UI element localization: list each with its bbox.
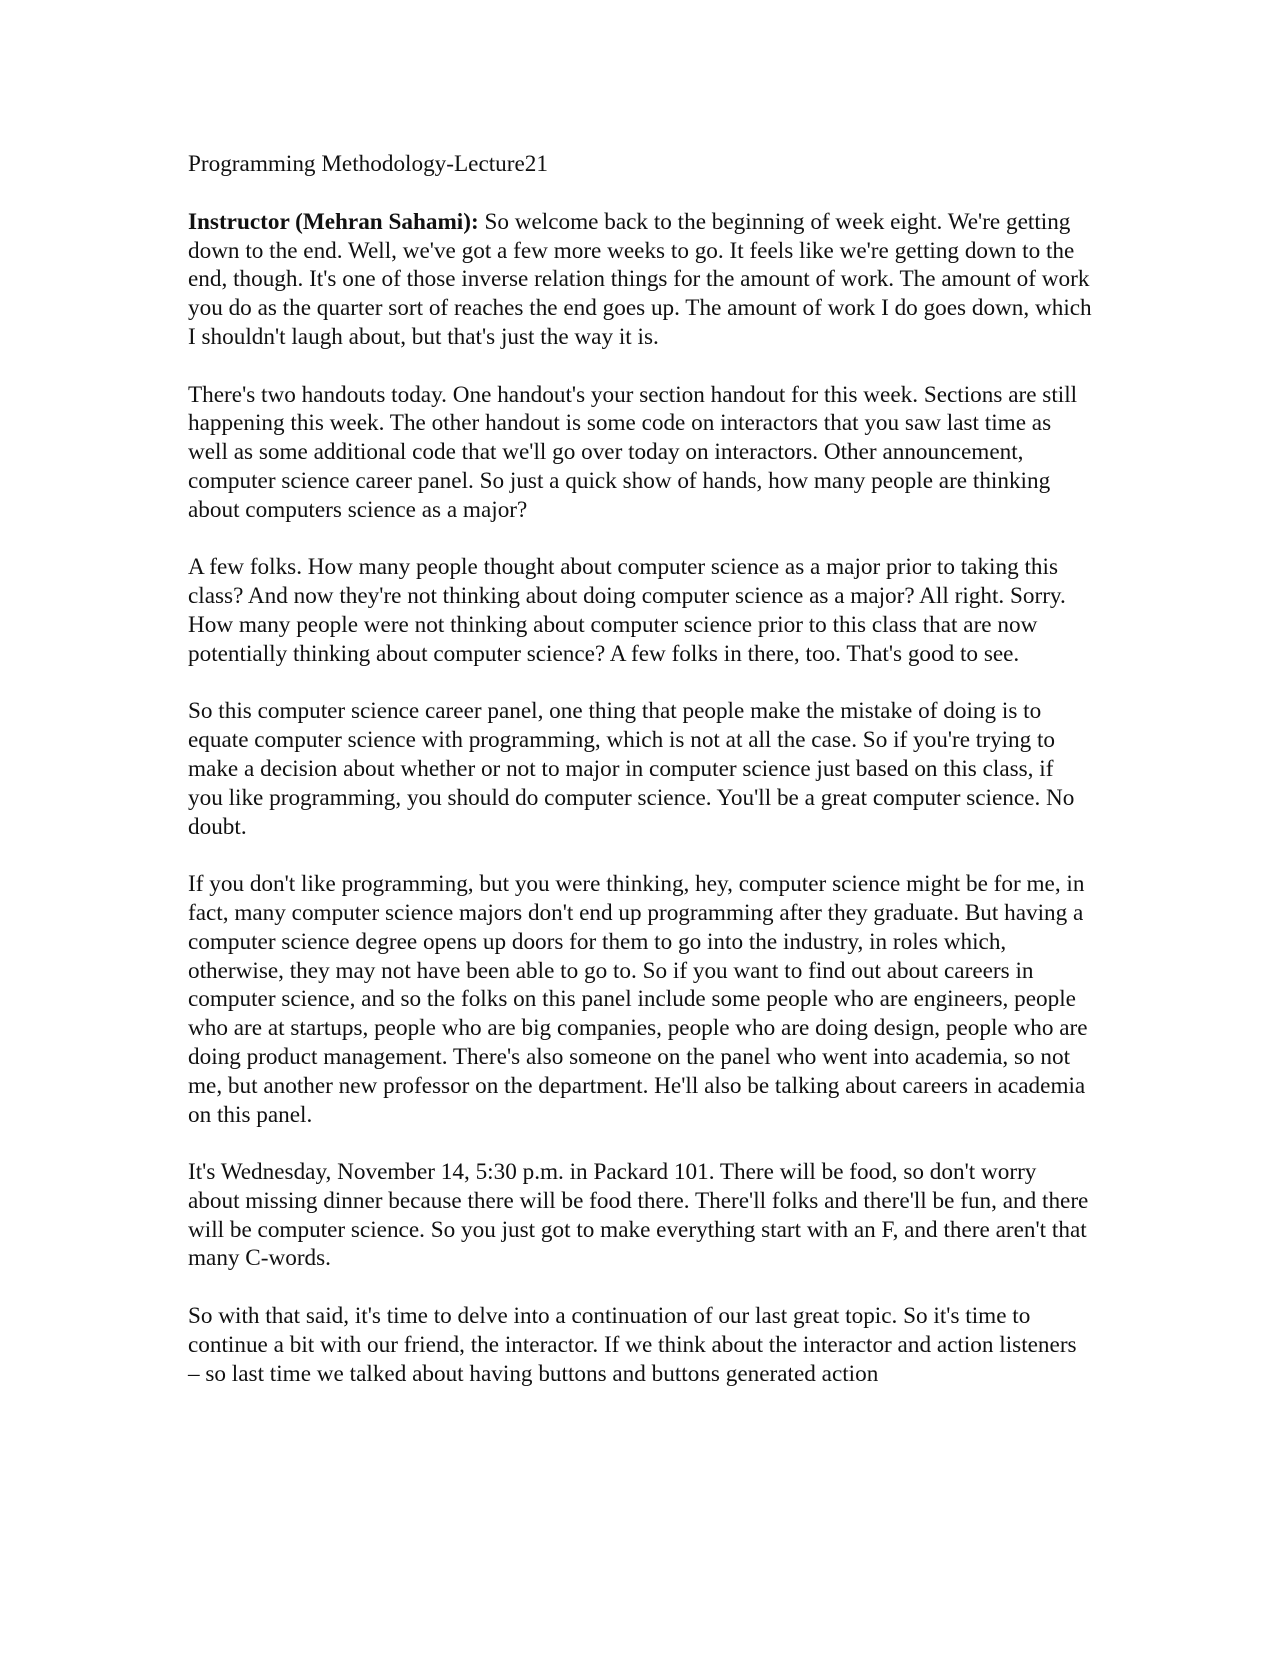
paragraph-6: It's Wednesday, November 14, 5:30 p.m. in Packard 101. There will be food, so don't worry about missing dinner because there will be food there. There'll folks and there'll be fun, and there will be computer science. So you just got to make everything start with an F, and there aren't that many C-words. — [188, 1159, 1089, 1272]
paragraph-text: So welcome back to the beginning of week eight. We're getting down to the end. Well, we've got a few more weeks to go. It feels like we're getting down to the end, though. It's one of those inverse relation things for the amount of work. The amount of work you do as the quarter sort of reaches the end goes up. The amount of work I do goes down, which I shouldn't laugh about, but that's just the way it is. — [188, 208, 1092, 350]
paragraph-7: So with that said, it's time to delve into a continuation of our last great topic. So it's time to continue a bit with our friend, the interactor. If we think about the interactor and action listeners – so last time we talked about having buttons and buttons generated action — [188, 1303, 1077, 1387]
speaker-label: Instructor (Mehran Sahami): — [188, 208, 479, 235]
paragraph-1 — [188, 208, 1093, 352]
paragraph-3: A few folks. How many people thought about computer science as a major prior to taking this class? And now they're not thinking about doing computer science as a major? All right. Sorry. How many people were not thinking about computer science prior to this class that are now potentially thinking about computer science? A few folks in there, too. That's good to see. — [188, 554, 1066, 667]
paragraph-4: So this computer science career panel, one thing that people make the mistake of doing is to equate computer science with programming, which is not at all the case. So if you're trying to make a decision about whether or not to major in computer science just based on this class, if you like programming, you should do computer science. You'll be a great computer science. No doubt. — [188, 698, 1075, 840]
document-body — [188, 150, 1093, 1417]
paragraph-5: If you don't like programming, but you were thinking, hey, computer science might be for me, in fact, many computer science majors don't end up programming after they graduate. But having a computer science degree opens up doors for them to go into the industry, in roles which, otherwise, they may not have been able to go to. So if you want to find out about careers in computer science, and so the folks on this panel include some people who are engineers, people who are at startups, people who are big companies, people who are doing design, people who are doing product management. There's also someone on the panel who went into academia, so not me, but another new professor on the department. He'll also be talking about careers in academia on this panel. — [188, 871, 1088, 1128]
document-title: Programming Methodology-Lecture21 — [188, 151, 548, 177]
paragraph-2: There's two handouts today. One handout's your section handout for this week. Sections are still happening this week. The other handout is some code on interactors that you saw last time as well as some additional code that we'll go over today on interactors. Other announcement, computer science career panel. So just a quick show of hands, how many people are thinking about computers science as a major? — [188, 381, 1078, 523]
